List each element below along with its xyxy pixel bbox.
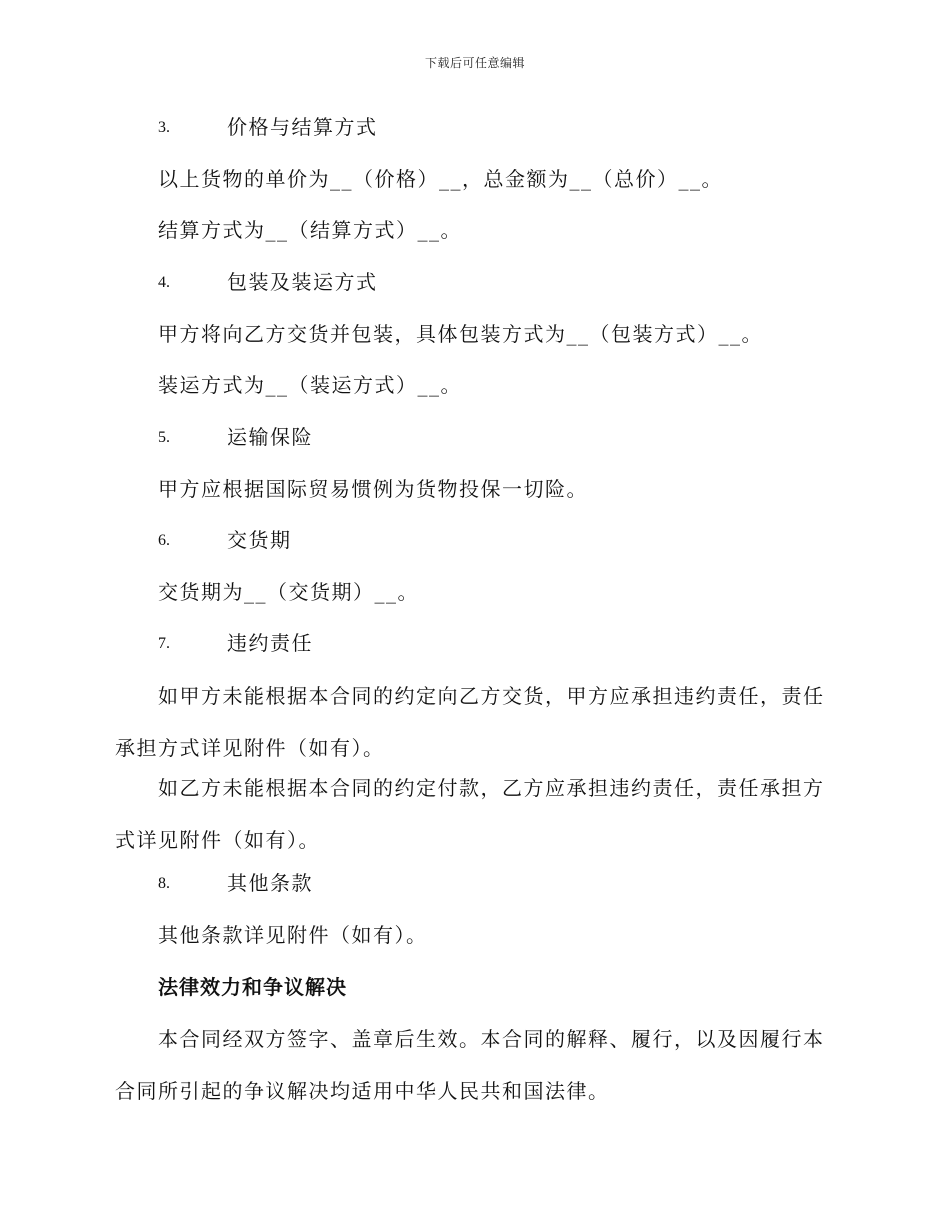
section-number: 5. (158, 429, 170, 446)
body-line: 交货期为__（交货期）__。 (158, 580, 419, 604)
paragraph-line: 如乙方未能根据本合同的约定付款，乙方应承担违约责任，责任承担方 (158, 776, 825, 800)
paragraph-line: 合同所引起的争议解决均适用中华人民共和国法律。 (115, 1079, 610, 1103)
body-line: 甲方将向乙方交货并包装，具体包装方式为__（包装方式）__。 (158, 322, 763, 346)
section-title: 包装及装运方式 (227, 270, 378, 294)
paragraph (115, 778, 830, 882)
paragraph-line: 本合同经双方签字、盖章后生效。本合同的解释、履行，以及因履行本 (158, 1027, 825, 1051)
body-line: 甲方应根据国际贸易惯例为货物投保一切险。 (158, 477, 588, 501)
page-header: 下载后可任意编辑 (424, 56, 525, 70)
section-number: 8. (158, 875, 170, 892)
section-number: 7. (158, 635, 170, 652)
paragraph (115, 1029, 830, 1133)
paragraph-line: 如甲方未能根据本合同的约定向乙方交货，甲方应承担违约责任，责任 (158, 684, 825, 708)
body-line: 结算方式为__（结算方式）__。 (158, 218, 462, 242)
section-number: 3. (158, 119, 170, 136)
section-heading: 法律效力和争议解决 (158, 975, 347, 999)
section-number: 6. (158, 532, 170, 549)
section-number: 4. (158, 274, 170, 291)
section-title: 其他条款 (227, 871, 313, 895)
body-line: 其他条款详见附件（如有）。 (158, 923, 428, 947)
body-line: 装运方式为__（装运方式）__。 (158, 373, 462, 397)
paragraph (115, 686, 830, 790)
body-line: 以上货物的单价为__（价格）__，总金额为__（总价）__。 (158, 167, 723, 191)
paragraph-line: 承担方式详见附件（如有）。 (115, 736, 385, 760)
section-title: 违约责任 (227, 631, 313, 655)
section-title: 运输保险 (227, 425, 313, 449)
paragraph-line: 式详见附件（如有）。 (115, 828, 320, 852)
section-title: 价格与结算方式 (227, 115, 378, 139)
section-title: 交货期 (227, 528, 292, 552)
